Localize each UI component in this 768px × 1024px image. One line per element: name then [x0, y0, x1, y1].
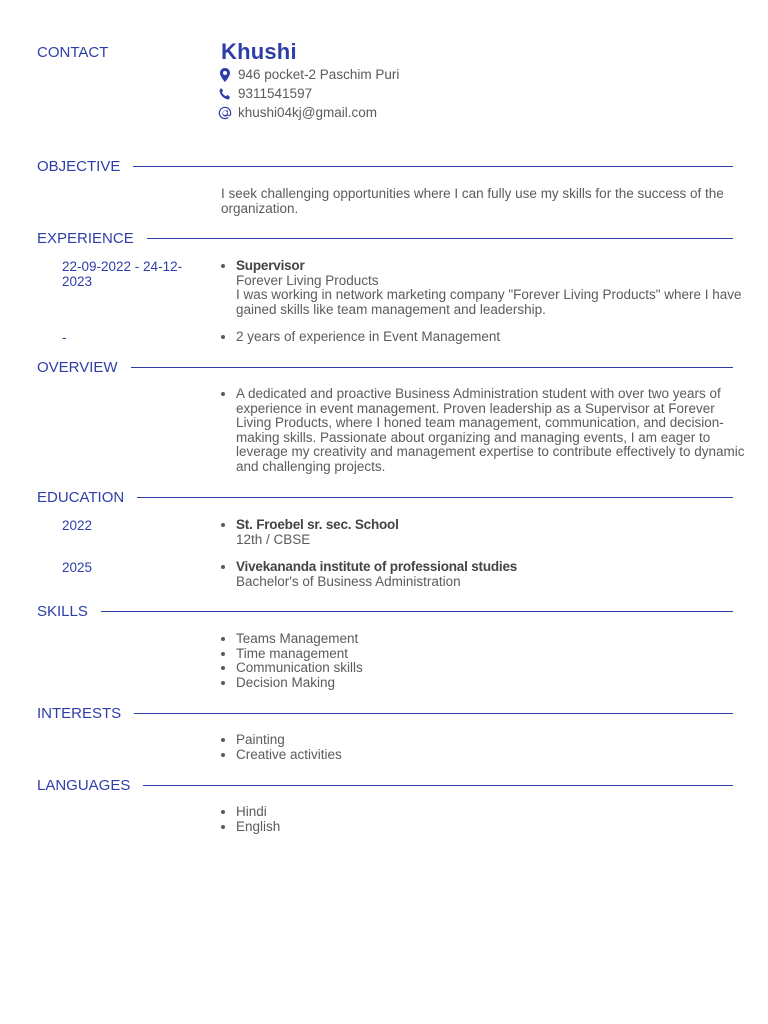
- education-entry: [221, 560, 746, 589]
- interests-list: [221, 733, 746, 762]
- experience-entry: [221, 259, 746, 317]
- experience-heading: EXPERIENCE: [37, 229, 134, 247]
- education-detail: Bachelor's of Business Administration: [236, 573, 461, 589]
- candidate-name: Khushi: [221, 39, 297, 64]
- education-section-header: [37, 488, 733, 506]
- list-item: • Painting: [236, 733, 746, 748]
- job-description: I was working in network marketing company "Forever Living Products" where I have gained skills like team management and leadership.: [236, 287, 742, 317]
- experience-date: 22-09-2022 - 24-12-2023: [62, 259, 183, 289]
- objective-section-header: [37, 157, 733, 175]
- contact-heading: CONTACT: [37, 44, 109, 61]
- section-divider: [134, 713, 733, 714]
- section-divider: [147, 238, 733, 239]
- list-item: • Hindi: [236, 805, 746, 820]
- list-item: • English: [236, 820, 746, 835]
- school-name: • Vivekananda institute of professional studies: [236, 559, 518, 574]
- languages-section-header: [37, 776, 733, 794]
- languages-heading: LANGUAGES: [37, 776, 131, 794]
- education-detail: 12th / CBSE: [236, 531, 311, 547]
- education-entry: [221, 518, 746, 547]
- interests-heading: INTERESTS: [37, 704, 122, 722]
- overview-text: • A dedicated and proactive Business Administration student with over two years of experience in event management. Proven leadership as a Supervisor at Forever Living Products, where I honed team management, communication, and decision-making skills. Passionate about organizing and managing events, I am eager to leverage my creativity and management expertise to contribute effectively to dynamic and challenging projects.: [236, 387, 746, 475]
- experience-section-header: [37, 229, 733, 247]
- job-role: • Supervisor: [236, 258, 305, 273]
- section-divider: [143, 785, 733, 786]
- email-row: [217, 103, 399, 122]
- address-row: [217, 65, 399, 84]
- section-divider: [131, 367, 733, 368]
- phone-row: [217, 84, 399, 103]
- list-item: [236, 518, 746, 547]
- education-year: 2022: [62, 518, 93, 533]
- contact-details: [217, 65, 399, 122]
- overview-list: [221, 387, 746, 475]
- list-item: [236, 259, 746, 317]
- list-item: • Time management: [236, 647, 746, 662]
- at-sign-icon: [217, 105, 233, 121]
- job-company: Forever Living Products: [236, 272, 379, 288]
- education-heading: EDUCATION: [37, 488, 125, 506]
- skills-list: [221, 632, 746, 690]
- list-item: • Decision Making: [236, 676, 746, 691]
- section-divider: [133, 166, 733, 167]
- list-item: • Communication skills: [236, 661, 746, 676]
- skills-section-header: [37, 602, 733, 620]
- experience-entry: [221, 330, 746, 345]
- objective-heading: OBJECTIVE: [37, 157, 121, 175]
- interests-section-header: [37, 704, 733, 722]
- section-divider: [101, 611, 733, 612]
- list-item: • Creative activities: [236, 748, 746, 763]
- experience-date: -: [62, 330, 67, 345]
- section-divider: [137, 497, 733, 498]
- list-item: [236, 560, 746, 589]
- list-item: • Teams Management: [236, 632, 746, 647]
- phone-text: 9311541597: [238, 86, 313, 101]
- list-item: • 2 years of experience in Event Management: [236, 330, 746, 345]
- address-text: 946 pocket-2 Paschim Puri: [238, 67, 400, 82]
- location-pin-icon: [217, 67, 233, 83]
- overview-section-header: [37, 358, 733, 376]
- phone-icon: [217, 86, 233, 102]
- overview-heading: OVERVIEW: [37, 358, 118, 376]
- email-text: khushi04kj@gmail.com: [238, 105, 378, 120]
- languages-list: [221, 805, 746, 834]
- objective-text: I seek challenging opportunities where I can fully use my skills for the success of the organization.: [221, 186, 724, 216]
- education-year: 2025: [62, 560, 93, 575]
- school-name: • St. Froebel sr. sec. School: [236, 517, 399, 532]
- skills-heading: SKILLS: [37, 602, 88, 620]
